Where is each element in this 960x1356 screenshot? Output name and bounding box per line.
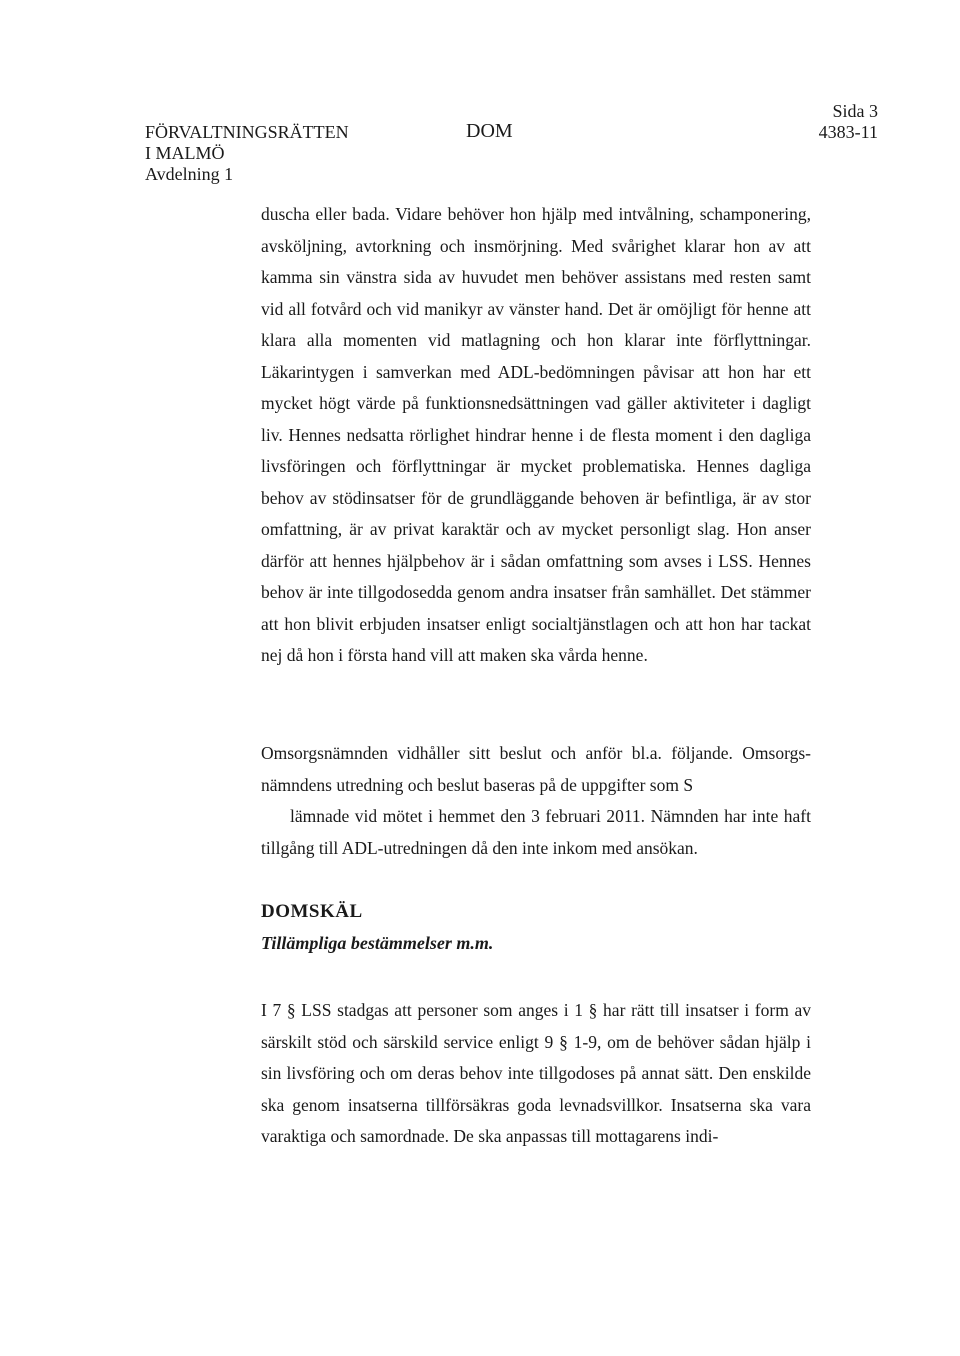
paragraph-text: duscha eller bada. Vidare behöver hon hjälp med intvålning, schamponering, avsköljning, avtorkning och insmörjning. Med svårighet klarar hon av att kamma sin vänstra sida av huvudet men behöver assistans med resten samt vid all fotvård och vid manikyr av vänster hand. Det är omöjligt för henne att klara alla momenten vid matlagning och hon klarar inte förflyttningar. Läkarintygen i samverkan med ADL-bedömningen påvisar att hon har ett mycket högt värde på funktionsnedsättningen vad gäller aktiviteter i dagligt liv. Hennes nedsatta rörlighet hindrar henne i de flesta moment i den dagliga livsföringen och förflyttningar är mycket problematiska. Hennes dagliga behov av stödinsatser för de grundläggande behoven är befintliga, är av stor omfattning, är av privat karaktär och av mycket personligt slag. Hon anser därför att hennes hjälpbehov är i sådan omfattning som avses i LSS. Hennes behov är inte tillgodosedda genom andra insatser från samhället. Det stämmer att hon blivit erbjuden insatser enligt socialtjänstlagen och att hon har tackat nej då hon i första hand vill att maken ska vårda henne. (261, 204, 811, 665)
court-city: I MALMÖ (145, 143, 225, 163)
document-type: DOM (466, 120, 513, 142)
court-name: FÖRVALTNINGSRÄTTEN (145, 122, 349, 142)
page-number: Sida 3 (832, 101, 878, 121)
case-number: 4383-11 (818, 122, 878, 142)
paragraph-text: I 7 § LSS stadgas att personer som anges i 1 § har rätt till insatser i form av särskilt stöd och särskild service enligt 9 § 1-9, om de behöver sådan hjälp i sin livsföring och om deras behov inte tillgodoses på annat sätt. Den enskilde ska genom insatserna tillförsäkras goda levnadsvillkor. Insatserna ska vara varaktiga och samordnade. De ska anpassas till mottagarens indi- (261, 1000, 811, 1146)
paragraph-lss-provisions (261, 995, 811, 1153)
section-subheading: Tillämpliga bestämmelser m.m. (261, 933, 494, 953)
paragraph-text-part-1: Omsorgsnämnden vidhåller sitt beslut och anför bl.a. följande. Omsorgsnämndens utredning och beslut baseras på de uppgifter som S (261, 743, 811, 795)
paragraph-applicant-needs (261, 199, 811, 672)
court-division: Avdelning 1 (145, 164, 234, 184)
paragraph-text-part-2: lämnade vid mötet i hemmet den 3 februari 2011. Nämnden har inte haft tillgång till ADL-utredningen då den inte inkom med ansökan. (261, 806, 811, 858)
section-heading: DOMSKÄL (261, 901, 363, 922)
paragraph-committee-position (261, 738, 811, 864)
